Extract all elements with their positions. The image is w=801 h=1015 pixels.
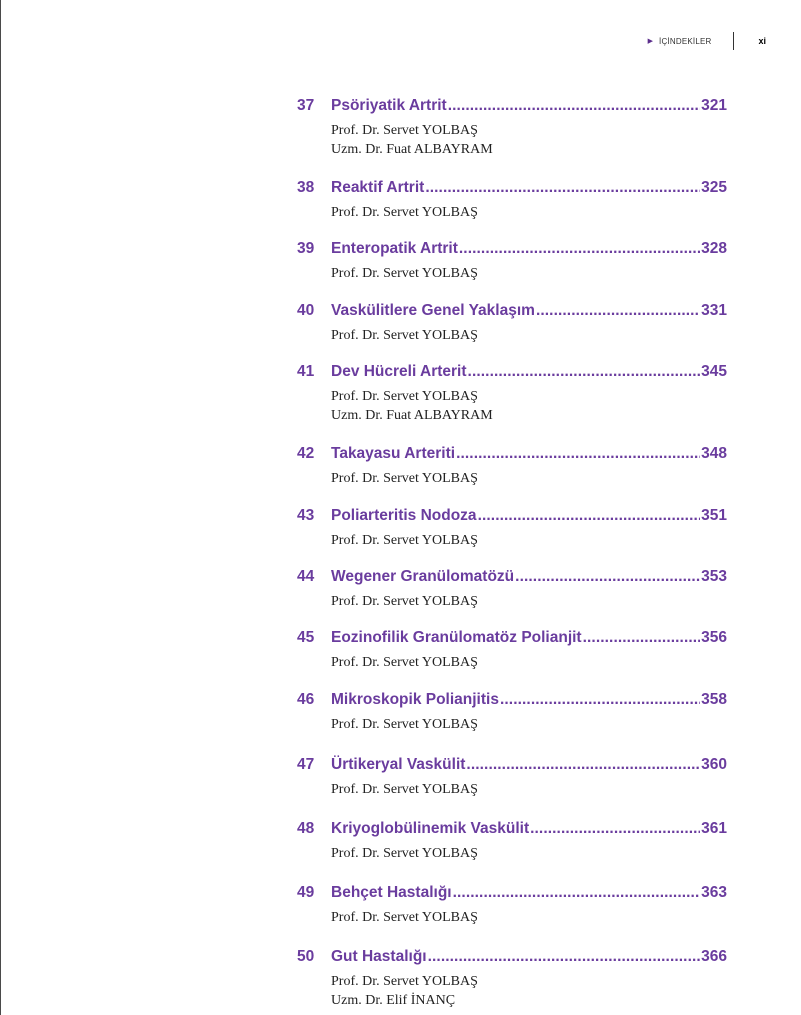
dot-leader (536, 302, 700, 320)
chapter-page-number[interactable]: 353 (701, 568, 727, 585)
author-name: Prof. Dr. Servet YOLBAŞ (331, 910, 478, 925)
dot-leader (468, 363, 701, 381)
triangle-right-icon: ▶ (647, 37, 654, 45)
chapter-authors (290, 121, 727, 159)
dot-leader (459, 240, 700, 258)
chapter-page-number[interactable]: 321 (701, 97, 727, 114)
chapter-number: 42 (297, 445, 315, 462)
chapter-authors (290, 972, 727, 1010)
toc-entry[interactable] (290, 445, 727, 488)
chapter-authors (290, 780, 727, 799)
toc-entry[interactable] (290, 363, 727, 425)
author-name: Prof. Dr. Servet YOLBAŞ (331, 533, 478, 548)
chapter-authors (290, 264, 727, 283)
chapter-authors (290, 326, 727, 345)
dot-leader (478, 507, 701, 525)
toc-entry[interactable] (290, 756, 727, 799)
dot-leader (500, 691, 700, 709)
toc-entry[interactable] (290, 884, 727, 927)
author-name: Prof. Dr. Servet YOLBAŞ (331, 594, 478, 609)
chapter-authors (290, 531, 727, 550)
toc-entry[interactable] (290, 302, 727, 345)
chapter-number: 40 (297, 302, 315, 319)
toc-entry-heading[interactable] (290, 179, 727, 199)
dot-leader (453, 884, 701, 902)
toc-entry-heading[interactable] (290, 629, 727, 649)
chapter-title[interactable]: Gut Hastalığı (331, 948, 427, 965)
dot-leader (425, 179, 700, 197)
chapter-authors (290, 469, 727, 488)
chapter-title[interactable]: Eozinofilik Granülomatöz Polianjit (331, 629, 582, 646)
section-label: İÇİNDEKİLER (659, 36, 712, 46)
chapter-page-number[interactable]: 345 (701, 363, 727, 380)
chapter-title[interactable]: Wegener Granülomatözü (331, 568, 515, 585)
chapter-title[interactable]: Poliarteritis Nodoza (331, 507, 477, 524)
dot-leader (448, 97, 700, 115)
chapter-number: 39 (297, 240, 315, 257)
toc-entry-heading[interactable] (290, 363, 727, 383)
chapter-title[interactable]: Vaskülitlere Genel Yaklaşım (331, 302, 535, 319)
toc-entry[interactable] (290, 820, 727, 863)
header-divider (733, 32, 734, 50)
chapter-title[interactable]: Mikroskopik Polianjitis (331, 691, 499, 708)
chapter-authors (290, 203, 727, 222)
chapter-page-number[interactable]: 351 (701, 507, 727, 524)
toc-entry[interactable] (290, 691, 727, 734)
chapter-number: 44 (297, 568, 315, 585)
chapter-title[interactable]: Reaktif Artrit (331, 179, 425, 196)
chapter-title[interactable]: Enteropatik Artrit (331, 240, 458, 257)
chapter-page-number[interactable]: 325 (701, 179, 727, 196)
toc-entry-heading[interactable] (290, 948, 727, 968)
chapter-authors (290, 715, 727, 734)
chapter-number: 43 (297, 507, 315, 524)
dot-leader (456, 445, 700, 463)
author-name: Uzm. Dr. Elif İNANÇ (331, 993, 456, 1008)
chapter-number: 50 (297, 948, 315, 965)
author-name: Prof. Dr. Servet YOLBAŞ (331, 328, 478, 343)
dot-leader (428, 948, 701, 966)
page-number: xi (758, 36, 766, 46)
toc-entry[interactable] (290, 568, 727, 611)
author-name: Prof. Dr. Servet YOLBAŞ (331, 846, 478, 861)
chapter-title[interactable]: Psöriyatik Artrit (331, 97, 447, 114)
toc-entry-heading[interactable] (290, 820, 727, 840)
chapter-authors (290, 592, 727, 611)
chapter-page-number[interactable]: 363 (701, 884, 727, 901)
chapter-title[interactable]: Dev Hücreli Arterit (331, 363, 467, 380)
toc-entry-heading[interactable] (290, 445, 727, 465)
dot-leader (466, 756, 700, 774)
page-left-edge (0, 0, 1, 1015)
chapter-number: 41 (297, 363, 315, 380)
chapter-authors (290, 908, 727, 927)
toc-entry[interactable] (290, 629, 727, 672)
toc-entry-heading[interactable] (290, 568, 727, 588)
chapter-number: 45 (297, 629, 315, 646)
chapter-page-number[interactable]: 356 (701, 629, 727, 646)
author-name: Prof. Dr. Servet YOLBAŞ (331, 974, 478, 989)
author-name: Prof. Dr. Servet YOLBAŞ (331, 123, 478, 138)
chapter-page-number[interactable]: 348 (701, 445, 727, 462)
toc-entry-heading[interactable] (290, 240, 727, 260)
toc-entry[interactable] (290, 97, 727, 159)
chapter-title[interactable]: Behçet Hastalığı (331, 884, 452, 901)
chapter-number: 48 (297, 820, 315, 837)
chapter-page-number[interactable]: 366 (701, 948, 727, 965)
chapter-page-number[interactable]: 328 (701, 240, 727, 257)
chapter-authors (290, 387, 727, 425)
chapter-authors (290, 844, 727, 863)
author-name: Prof. Dr. Servet YOLBAŞ (331, 471, 478, 486)
author-name: Prof. Dr. Servet YOLBAŞ (331, 389, 478, 404)
dot-leader (583, 629, 701, 647)
author-name: Uzm. Dr. Fuat ALBAYRAM (331, 142, 493, 157)
chapter-number: 49 (297, 884, 315, 901)
toc-entry-heading[interactable] (290, 97, 727, 117)
toc-entry-heading[interactable] (290, 507, 727, 527)
toc-entry[interactable] (290, 507, 727, 550)
chapter-title[interactable]: Ürtikeryal Vaskülit (331, 756, 466, 773)
toc-entry[interactable] (290, 179, 727, 222)
author-name: Uzm. Dr. Fuat ALBAYRAM (331, 408, 493, 423)
chapter-page-number[interactable]: 358 (701, 691, 727, 708)
toc-entry-heading[interactable] (290, 691, 727, 711)
author-name: Prof. Dr. Servet YOLBAŞ (331, 655, 478, 670)
author-name: Prof. Dr. Servet YOLBAŞ (331, 782, 478, 797)
chapter-page-number[interactable]: 360 (701, 756, 727, 773)
chapter-title[interactable]: Takayasu Arteriti (331, 445, 456, 462)
author-name: Prof. Dr. Servet YOLBAŞ (331, 266, 478, 281)
chapter-title[interactable]: Kriyoglobülinemik Vaskülit (331, 820, 530, 837)
chapter-number: 47 (297, 756, 315, 773)
toc-entry[interactable] (290, 948, 727, 1010)
toc-entry-heading[interactable] (290, 884, 727, 904)
chapter-number: 38 (297, 179, 315, 196)
author-name: Prof. Dr. Servet YOLBAŞ (331, 717, 478, 732)
running-header (648, 33, 766, 49)
dot-leader (530, 820, 700, 838)
toc-entry-heading[interactable] (290, 756, 727, 776)
chapter-page-number[interactable]: 361 (701, 820, 727, 837)
dot-leader (515, 568, 700, 586)
author-name: Prof. Dr. Servet YOLBAŞ (331, 205, 478, 220)
chapter-authors (290, 653, 727, 672)
chapter-number: 37 (297, 97, 315, 114)
chapter-number: 46 (297, 691, 315, 708)
toc-entry[interactable] (290, 240, 727, 283)
toc-entry-heading[interactable] (290, 302, 727, 322)
chapter-page-number[interactable]: 331 (701, 302, 727, 319)
